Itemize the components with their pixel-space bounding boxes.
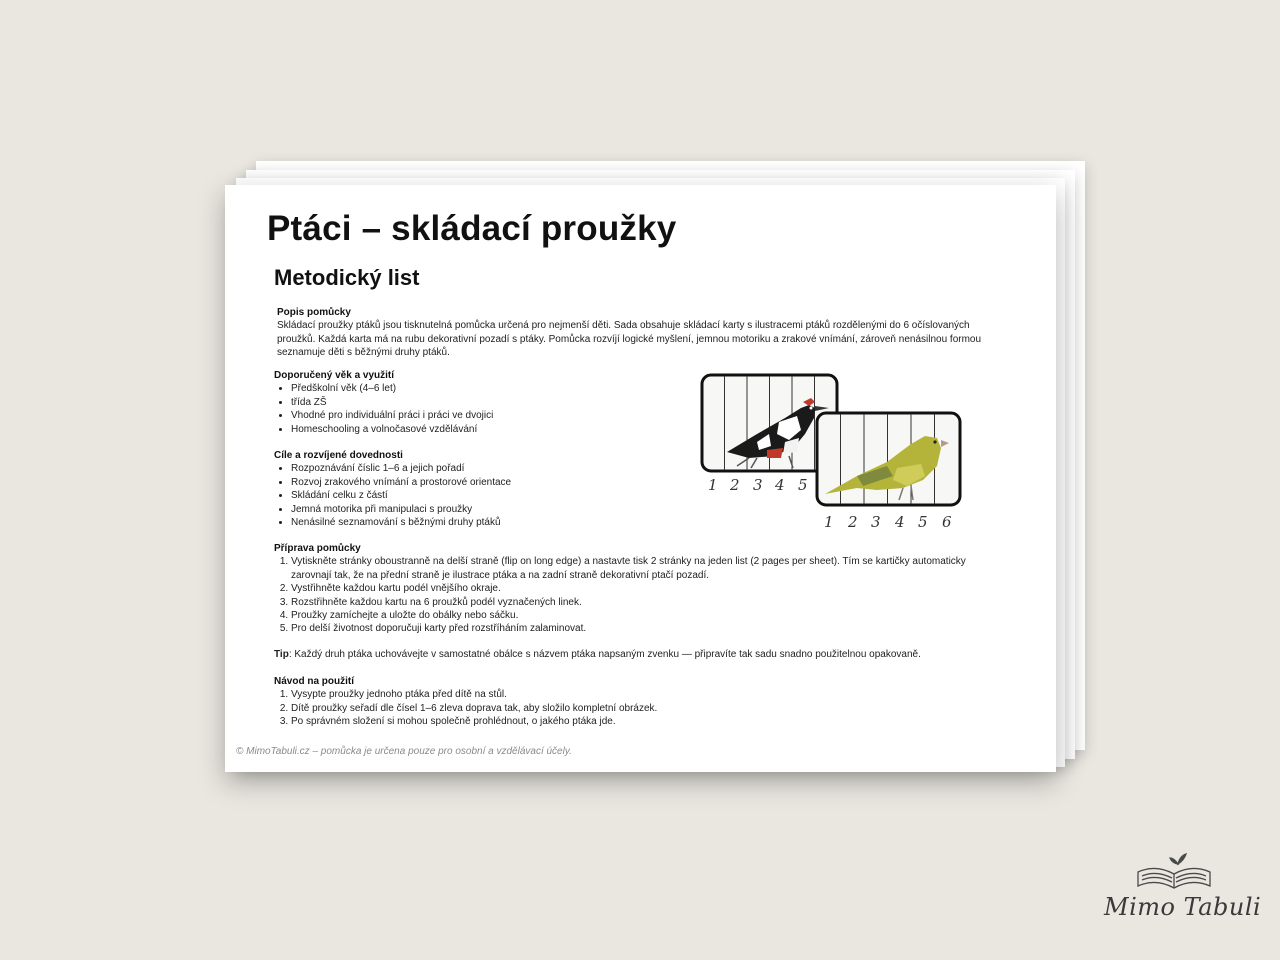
strip-number: 5: [918, 513, 928, 531]
strip-number: 1: [708, 476, 718, 494]
document-subtitle: Metodický list: [274, 265, 420, 290]
document-title: Ptáci – skládací proužky: [267, 209, 677, 248]
tip-paragraph: [274, 648, 1014, 661]
age-heading: Doporučený věk a využití: [274, 370, 395, 381]
logo-text: Mimo Tabuli: [1104, 893, 1262, 921]
list-item: • Rozvoj zrakového vnímání a prostorové orientace: [291, 476, 654, 489]
goals-heading: Cíle a rozvíjené dovednosti: [274, 450, 403, 461]
preparation-heading: Příprava pomůcky: [274, 543, 361, 554]
strip-number: 4: [895, 513, 905, 531]
goals-list: [274, 462, 654, 529]
list-item: 4. Proužky zamíchejte a uložte do obálky nebo sáčku.: [291, 609, 984, 622]
description-text: Skládací proužky ptáků jsou tisknutelná pomůcka určená pro nejmenší děti. Sada obsahuje skládací karty s ilustracemi ptáků rozdělenými do 6 očíslovaných proužků. Každá karta má na rubu dekorativní pozadí s ptáky. Pomůcka rozvíjí logické myšlení, jemnou motoriku a zrakové vnímání, zároveň nenásilnou formou seznamuje děti s běžnými druhy ptáků.: [277, 320, 982, 359]
strip-number: 5: [798, 476, 808, 494]
open-book-icon: [1138, 854, 1210, 888]
list-item: • Nenásilné seznamování s běžnými druhy ptáků: [291, 516, 654, 529]
tip-label: Tip: [274, 649, 289, 660]
strip-number: 2: [848, 513, 858, 531]
list-item: • Rozpoznávání číslic 1–6 a jejich pořadí: [291, 462, 654, 475]
usage-heading: Návod na použití: [274, 676, 354, 687]
strip-number: 3: [871, 513, 881, 531]
list-item: • Vhodné pro individuální práci i práci ve dvojici: [291, 409, 654, 422]
bird-cards-illustration: [697, 372, 967, 552]
greenfinch-card: [817, 413, 960, 505]
list-item: 2. Dítě proužky seřadí dle čísel 1–6 zleva doprava tak, aby složilo kompletní obrázek.: [291, 702, 874, 715]
list-item: 2. Vystřihněte každou kartu podél vnějšího okraje.: [291, 582, 984, 595]
strip-number: 4: [775, 476, 785, 494]
list-item: • Homeschooling a volnočasové vzdělávání: [291, 423, 654, 436]
description-section: [277, 306, 997, 360]
list-item: 3. Rozstřihněte každou kartu na 6 proužků podél vyznačených linek.: [291, 596, 984, 609]
woodpecker-strip-numbers: [708, 476, 808, 494]
greenfinch-strip-numbers: [824, 513, 952, 531]
age-list: [274, 382, 654, 436]
list-item: • Jemná motorika při manipulaci s proužky: [291, 503, 654, 516]
strip-number: 1: [824, 513, 834, 531]
strip-number: 3: [753, 476, 763, 494]
list-item: 1. Vytiskněte stránky oboustranně na delší straně (flip on long edge) a nastavte tisk 2 stránky na jeden list (2 pages per sheet). Tím se kartičky automaticky zarovnají tak, že na přední straně je ilustrace ptáka a na zadní straně dekorativní ptačí pozadí.: [291, 555, 984, 582]
list-item: • Předškolní věk (4–6 let): [291, 382, 654, 395]
list-item: • Skládání celku z částí: [291, 489, 654, 502]
worksheet-page: [225, 185, 1056, 772]
preparation-list: [274, 555, 984, 635]
list-item: 5. Pro delší životnost doporučuji karty před rozstříháním zalaminovat.: [291, 622, 984, 635]
list-item: 3. Po správném složení si mohou společně prohlédnout, o jakého ptáka jde.: [291, 715, 874, 728]
strip-number: 6: [942, 513, 952, 531]
footer-copyright: © MimoTabuli.cz – pomůcka je určena pouze pro osobní a vzdělávací účely.: [236, 746, 572, 757]
tip-text: : Každý druh ptáka uchovávejte v samostatné obálce s názvem ptáka napsaným zvenku — připravíte tak sadu snadno použitelnou opakovaně.: [288, 649, 921, 660]
age-section: [274, 369, 654, 436]
list-item: • třída ZŠ: [291, 396, 654, 409]
goals-section: [274, 449, 654, 529]
strip-number: 2: [730, 476, 740, 494]
description-heading: Popis pomůcky: [277, 307, 351, 318]
list-item: 1. Vysypte proužky jednoho ptáka před dítě na stůl.: [291, 688, 874, 701]
usage-section: [274, 675, 874, 729]
preparation-section: [274, 542, 984, 636]
usage-list: [274, 688, 874, 728]
